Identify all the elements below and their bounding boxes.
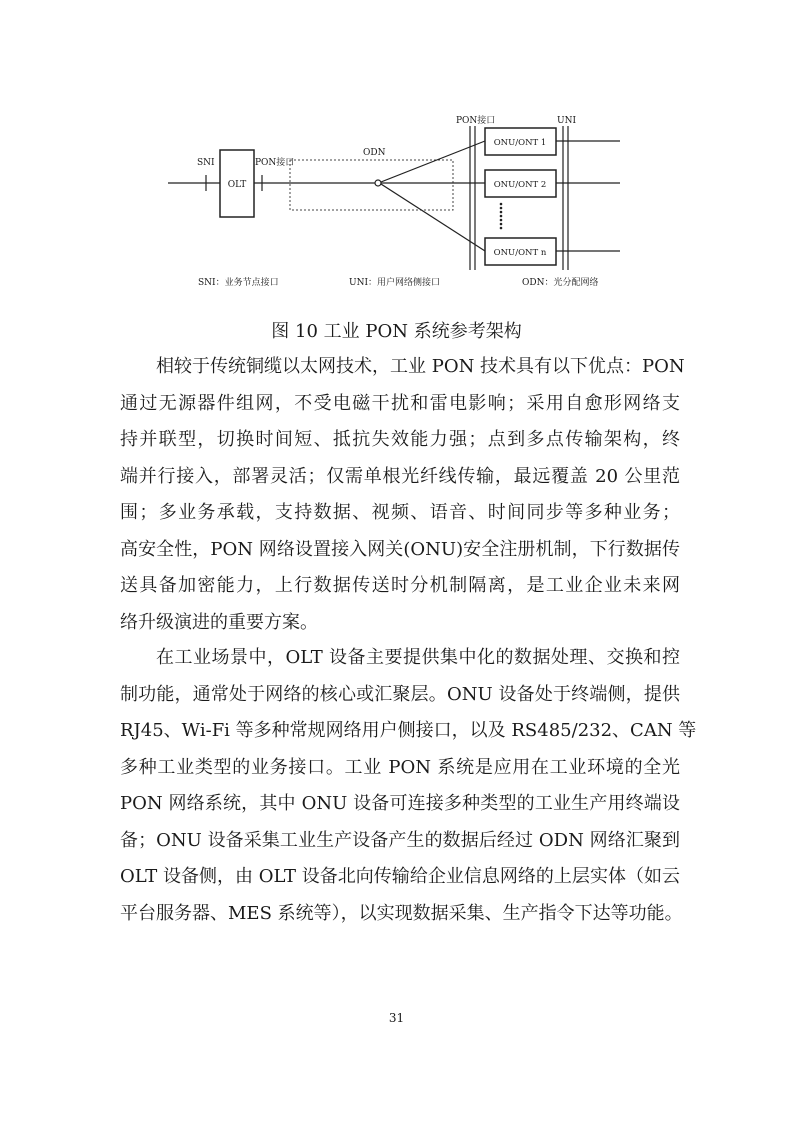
text-line: 平台服务器、MES 系统等），以实现数据采集、生产指令下达等功能。 bbox=[120, 902, 683, 924]
text-line: 制功能，通常处于网络的核心或汇聚层。ONU 设备处于终端侧，提供 bbox=[120, 683, 680, 705]
text-line: 备；ONU 设备采集工业生产设备产生的数据后经过 ODN 网络汇聚到 bbox=[120, 829, 680, 851]
pon-architecture-diagram bbox=[0, 0, 793, 300]
olt-label: OLT bbox=[227, 180, 247, 190]
pon-port-top-label: PON接口 bbox=[456, 116, 496, 126]
onu-ellipsis-dots bbox=[500, 203, 503, 230]
text-line: 围；多业务承载，支持数据、视频、语音、时间同步等多种业务； bbox=[120, 502, 680, 523]
text-line: 在工业场景中，OLT 设备主要提供集中化的数据处理、交换和控 bbox=[156, 647, 680, 668]
text-line: 送具备加密能力，上行数据传送时分机制隔离，是工业企业未来网 bbox=[120, 575, 680, 596]
odn-area bbox=[290, 160, 453, 210]
text-line: RJ45、Wi-Fi 等多种常规网络用户侧接口，以及 RS485/232、CAN 等 bbox=[120, 720, 697, 741]
onu-n-label: ONU/ONT n bbox=[493, 248, 547, 258]
pon-port-left-label: PON接口 bbox=[255, 158, 295, 168]
splitter-node bbox=[375, 180, 381, 186]
legend-sni: SNI：业务节点接口 bbox=[198, 278, 279, 288]
onu-1-label: ONU/ONT 1 bbox=[493, 138, 547, 148]
text-line: OLT 设备侧，由 OLT 设备北向传输给企业信息网络的上层实体（如云 bbox=[120, 866, 680, 887]
text-line: 端并行接入，部署灵活；仅需单根光纤线传输，最远覆盖 20 公里范 bbox=[120, 465, 680, 487]
text-line: 多种工业类型的业务接口。工业 PON 系统是应用在工业环境的全光 bbox=[120, 756, 680, 778]
onu-2-label: ONU/ONT 2 bbox=[493, 180, 547, 190]
text-line: 相较于传统铜缆以太网技术，工业 PON 技术具有以下优点：PON bbox=[156, 356, 685, 377]
figure-caption: 图 10 工业 PON 系统参考架构 bbox=[271, 321, 522, 342]
text-line: 持并联型，切换时间短、抵抗失效能力强；点到多点传输架构，终 bbox=[120, 429, 680, 450]
text-line: 络升级演进的重要方案。 bbox=[120, 611, 318, 633]
page-number: 31 bbox=[388, 1011, 405, 1025]
legend-odn: ODN：光分配网络 bbox=[522, 278, 599, 288]
text-line: 通过无源器件组网，不受电磁干扰和雷电影响；采用自愈形网络支 bbox=[120, 392, 680, 414]
odn-label: ODN bbox=[363, 148, 386, 158]
uni-label: UNI bbox=[557, 116, 577, 126]
paragraph-2 bbox=[120, 640, 697, 932]
paragraph-1 bbox=[120, 349, 685, 641]
text-line: PON 网络系统，其中 ONU 设备可连接多种类型的工业生产用终端设 bbox=[120, 793, 680, 814]
sni-label: SNI bbox=[197, 158, 215, 168]
text-line: 高安全性，PON 网络设置接入网关(ONU)安全注册机制，下行数据传 bbox=[120, 538, 680, 560]
legend-uni: UNI：用户网络侧接口 bbox=[349, 278, 441, 288]
